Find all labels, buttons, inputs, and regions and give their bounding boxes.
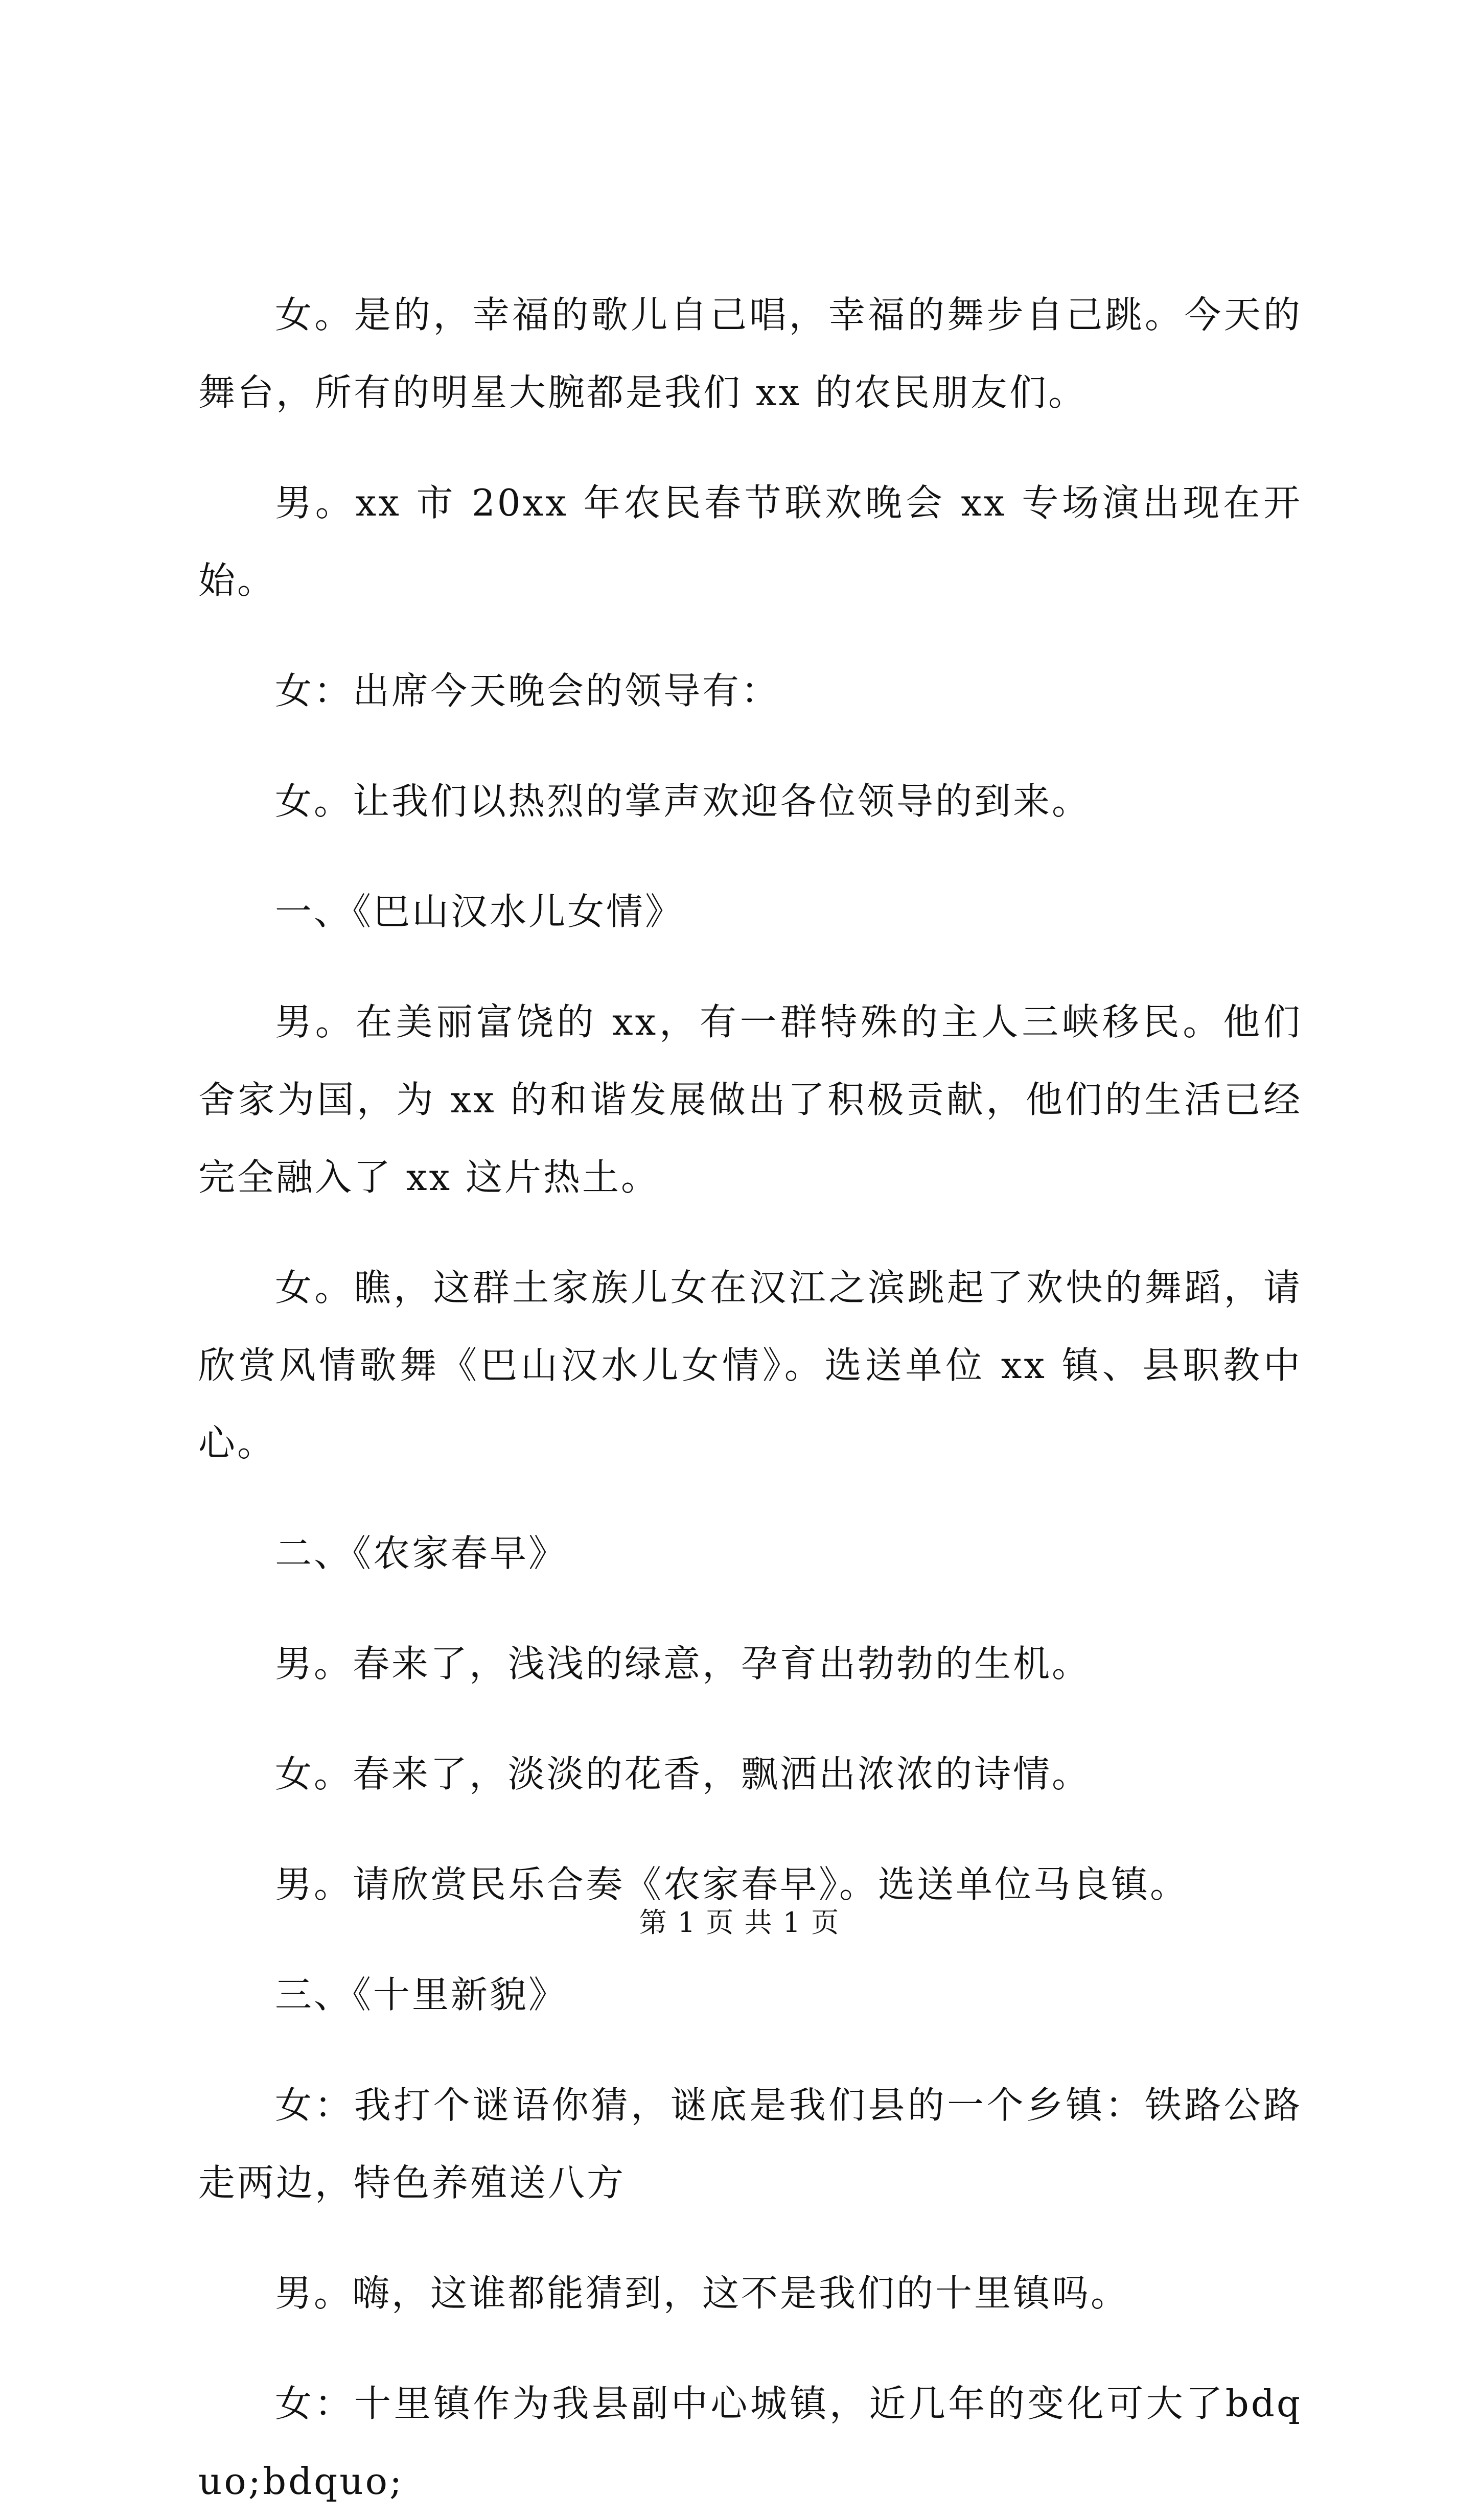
document-body [198, 276, 1302, 2520]
paragraph-4: 女。让我们以热烈的掌声欢迎各位领导的到来。 [275, 780, 1091, 823]
section-heading-1: 一、《巴山汉水儿女情》 [275, 890, 684, 933]
paragraph-11: 男。嗨，这谁都能猜到，这不是我们的十里镇吗。 [275, 2272, 1130, 2315]
section-heading-3: 三、《十里新貌》 [275, 1973, 568, 2016]
paragraph-7: 男。春来了，浅浅的绿意，孕育出勃勃的生机。 [275, 1642, 1091, 1685]
page-footer: 第 1 页 共 1 页 [639, 1906, 840, 1939]
paragraph-6: 女。瞧，这群土家族儿女在汉江之滨跳起了欢快的舞蹈，请欣赏风情歌舞《巴山汉水儿女情》。选送单位 xx 镇、县职教中心。 [198, 1266, 1302, 1464]
paragraph-5: 男。在美丽富饶的 xx，有一群特殊的主人三峡移民。他们舍家为国，为 xx 的和谐发展做出了积极贡献，他们的生活已经完全融入了 xx 这片热土。 [198, 1000, 1302, 1199]
paragraph-3: 女：出席今天晚会的领导有： [275, 669, 780, 712]
paragraph-9: 男。请欣赏民乐合奏《农家春早》。选送单位马良镇。 [275, 1863, 1189, 1906]
paragraph-2: 男。xx 市 20xx 年农民春节联欢晚会 xx 专场演出现在开始。 [198, 481, 1302, 602]
section-heading-2: 二、《农家春早》 [275, 1532, 568, 1575]
paragraph-10: 女：我打个谜语你猜，谜底是我们县的一个乡镇：铁路公路走两边，特色养殖送八方 [198, 2084, 1302, 2204]
paragraph-12: 女：十里镇作为我县副中心城镇，近几年的变化可大了bdquo;bdquo; [198, 2382, 1302, 2503]
paragraph-1: 女。是的，幸福的歌儿自己唱，幸福的舞步自己跳。今天的舞台，所有的明星大腕都是我们 xx 的农民朋友们。 [198, 293, 1302, 414]
paragraph-8: 女。春来了，淡淡的花香，飘洒出浓浓的诗情。 [275, 1753, 1091, 1795]
